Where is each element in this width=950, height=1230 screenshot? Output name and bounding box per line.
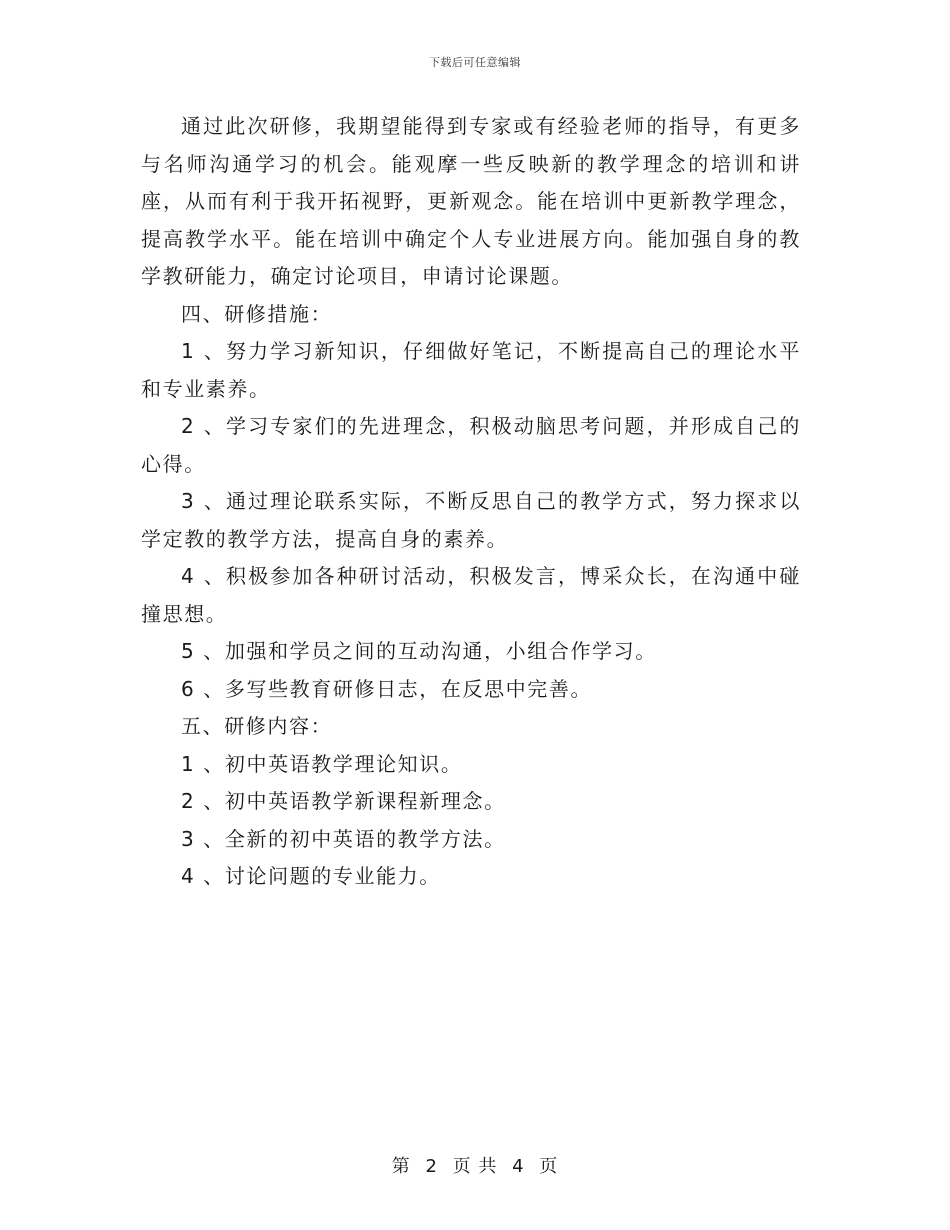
list-item: 2 、学习专家们的先进理念，积极动脑思考问题，并形成自己的心得。 [141,414,801,476]
document-body [141,108,801,896]
footer-suffix: 页 [539,1156,559,1177]
list-item: 4 、讨论问题的专业能力。 [181,864,441,888]
list-item: 5 、加强和学员之间的互动沟通，小组合作学习。 [181,639,657,663]
paragraph-intro: 通过此次研修，我期望能得到专家或有经验老师的指导，有更多与名师沟通学习的机会。能观摩一些反映新的教学理念的培训和讲座，从而有利于我开拓视野，更新观念。能在培训中更新教学理念，提高教学水平。能在培训中确定个人专业进展方向。能加强自身的教学教研能力，确定讨论项目，申请讨论课题。 [141,114,801,288]
footer-total-pages: 4 [512,1156,525,1177]
list-item: 3 、通过理论联系实际，不断反思自己的教学方式，努力探求以学定教的教学方法，提高自身的素养。 [141,489,801,551]
list-item: 1 、努力学习新知识，仔细做好笔记，不断提高自己的理论水平和专业素养。 [141,339,801,401]
list-item: 1 、初中英语教学理论知识。 [181,751,463,776]
list-item: 4 、积极参加各种研讨活动，积极发言，博采众长，在沟通中碰撞思想。 [141,564,801,626]
section-heading-content: 五、研修内容： [181,714,333,738]
footer-prefix: 第 [391,1156,411,1177]
section-heading-measures: 四、研修措施： [181,301,333,326]
footer-middle: 页 共 [452,1156,498,1177]
list-item: 2 、初中英语教学新课程新理念。 [181,789,506,813]
page-header: 下载后可任意编辑 [429,56,521,69]
footer-page-number: 2 [425,1156,438,1177]
page-footer [0,1152,950,1178]
list-item: 3 、全新的初中英语的教学方法。 [181,826,506,851]
list-item: 6 、多写些教育研修日志，在反思中完善。 [181,676,593,701]
